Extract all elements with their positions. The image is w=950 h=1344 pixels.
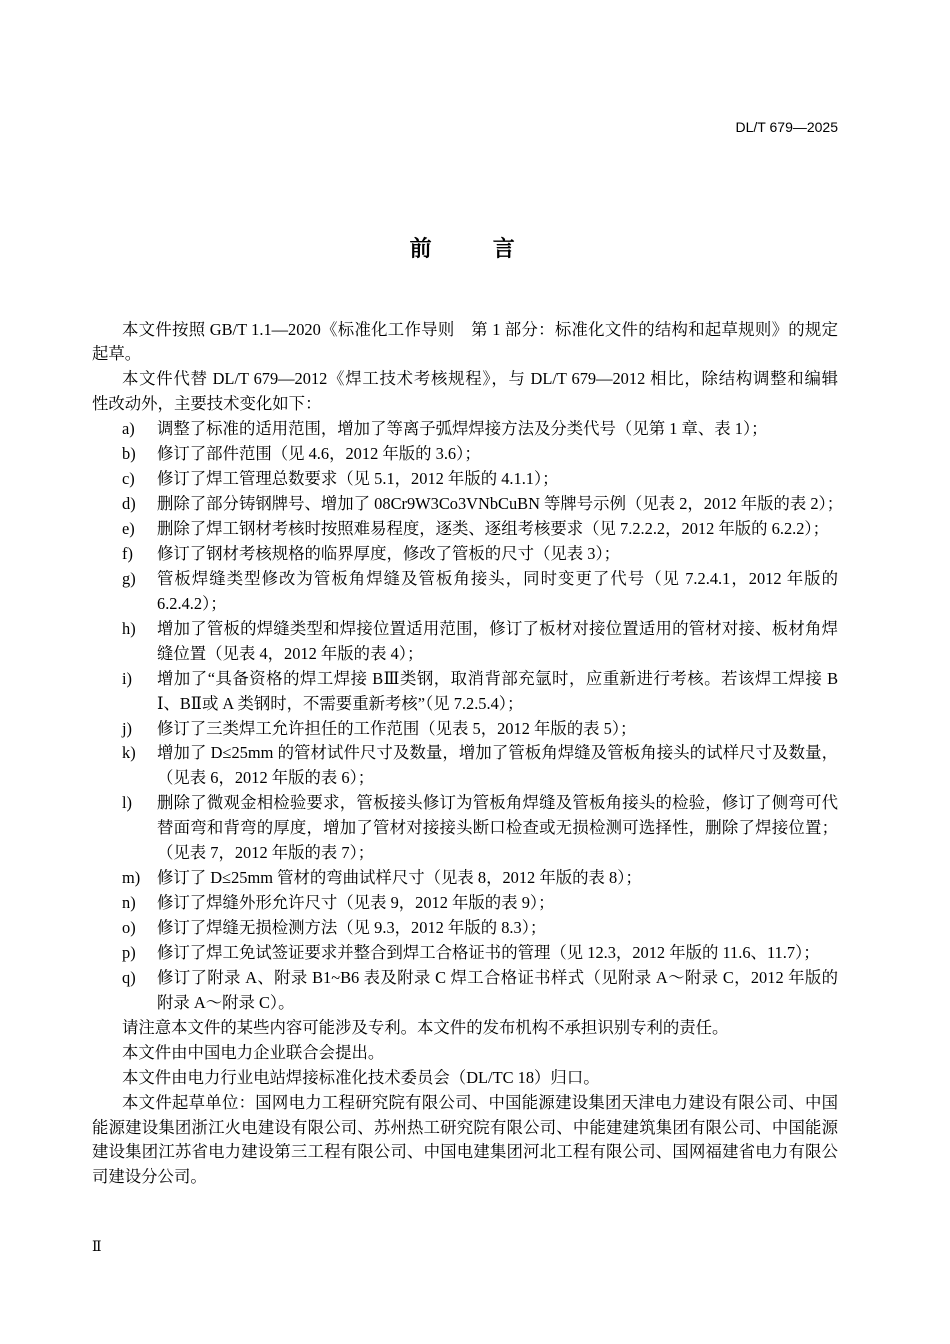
change-item-text <box>157 717 838 742</box>
change-list-item <box>92 667 838 717</box>
closing-paragraph <box>92 1041 838 1066</box>
change-item-text <box>157 667 838 717</box>
change-item-line: 删除了部分铸钢牌号、增加了 08Cr9W3Co3VNbCuBN 等牌号示例（见表 2，2012 年版的表 2）； <box>157 494 844 514</box>
change-item-text <box>157 741 838 791</box>
change-item-text <box>157 492 844 517</box>
change-item-text <box>157 417 838 442</box>
paragraph-line: 本文件按照 GB/T 1.1—2020《标准化工作导则 第 1 部分：标准化文件的结构和起草规则》的规定 <box>122 319 838 339</box>
closing-paragraph <box>92 1016 838 1041</box>
change-list-item <box>92 617 838 667</box>
change-item-line: 增加了“具备资格的焊工焊接 BⅢ类钢，取消背部充氩时，应重新进行考核。若该焊工焊接 B <box>157 668 838 688</box>
closing-paragraph <box>92 1091 838 1191</box>
change-list-item <box>92 567 838 617</box>
change-list-item <box>92 891 838 916</box>
change-item-line: 替面弯和背弯的厚度，增加了管材对接接头断口检查或无损检测可选择性，删除了焊接位置； <box>157 818 838 838</box>
change-list-item <box>92 417 838 442</box>
change-item-line: 附录 A～附录 C）。 <box>157 992 295 1012</box>
change-item-line: 管板焊缝类型修改为管板角焊缝及管板角接头，同时变更了代号（见 7.2.4.1，2012 年版的 <box>157 568 838 588</box>
paragraph-line: 本文件代替 DL/T 679—2012《焊工技术考核规程》，与 DL/T 679—2012 相比，除结构调整和编辑 <box>122 369 838 389</box>
change-list-item <box>92 966 838 1016</box>
change-item-label: l) <box>122 793 133 813</box>
change-list-item <box>92 941 838 966</box>
intro-paragraph <box>92 367 838 417</box>
change-list-item <box>92 467 838 492</box>
change-item-line: 增加了管板的焊缝类型和焊接位置适用范围，修订了板材对接位置适用的管材对接、板材角焊 <box>157 618 838 638</box>
change-list-item <box>92 717 838 742</box>
change-item-label: a) <box>122 419 135 439</box>
change-item-label: c) <box>122 469 135 489</box>
change-list-item <box>92 542 838 567</box>
change-item-label: m) <box>122 868 141 888</box>
change-item-label: i) <box>122 668 133 688</box>
change-item-line: 增加了 D≤25mm 的管材试件尺寸及数量，增加了管板角焊缝及管板角接头的试样尺寸及数量， <box>157 743 838 763</box>
change-item-line: 修订了三类焊工允许担任的工作范围（见表 5，2012 年版的表 5）； <box>157 718 637 738</box>
change-item-label: d) <box>122 494 136 514</box>
change-item-label: k) <box>122 743 136 763</box>
change-item-line: 缝位置（见表 4，2012 年版的表 4）； <box>157 643 424 663</box>
intro-paragraph <box>92 318 838 368</box>
change-item-text <box>157 791 838 866</box>
change-item-line: 修订了焊缝无损检测方法（见 9.3，2012 年版的 8.3）； <box>157 918 547 937</box>
change-item-label: q) <box>122 967 136 987</box>
foreword-body <box>92 318 844 1191</box>
paragraph-line: 性改动外，主要技术变化如下： <box>92 394 322 414</box>
change-item-text <box>157 467 838 492</box>
document-number-header: DL/T 679—2025 <box>735 119 838 135</box>
change-item-line: 修订了部件范围（见 4.6，2012 年版的 3.6）； <box>157 444 481 464</box>
change-item-line: （见表 6，2012 年版的表 6）； <box>157 768 375 788</box>
change-item-label: e) <box>122 519 135 538</box>
change-item-text <box>157 442 838 467</box>
change-item-text <box>157 517 838 542</box>
change-item-line: （见表 7，2012 年版的表 7）； <box>157 843 375 863</box>
change-item-text <box>157 966 838 1016</box>
change-list-item <box>92 741 838 791</box>
change-item-line: 修订了附录 A、附录 B1~B6 表及附录 C 焊工合格证书样式（见附录 A～附录 C，2012 年版的 <box>157 967 838 987</box>
change-item-label: j) <box>122 718 133 738</box>
change-item-label: b) <box>122 444 136 464</box>
paragraph-line: 建设集团江苏省电力建设第三工程有限公司、中国电建集团河北工程有限公司、国网福建省电力有限公 <box>92 1142 838 1162</box>
paragraph-line: 能源建设集团浙江火电建设有限公司、苏州热工研究院有限公司、中能建建筑集团有限公司、中国能源 <box>92 1117 838 1137</box>
change-item-line: 删除了焊工钢材考核时按照难易程度，逐类、逐组考核要求（见 7.2.2.2，2012 年版的 6.2.2）； <box>157 519 830 538</box>
change-item-text <box>157 866 838 891</box>
change-item-text <box>157 542 838 567</box>
change-item-line: 修订了钢材考核规格的临界厚度，修改了管板的尺寸（见表 3）； <box>157 543 621 563</box>
change-item-line: 6.2.4.2）； <box>157 593 227 613</box>
paragraph-line: 请注意本文件的某些内容可能涉及专利。本文件的发布机构不承担识别专利的责任。 <box>122 1017 729 1037</box>
change-list-item <box>92 916 838 941</box>
page-number: Ⅱ <box>92 1240 102 1255</box>
change-item-text <box>157 941 838 966</box>
change-item-label: f) <box>122 543 133 563</box>
paragraph-line: 司建设分公司。 <box>92 1167 207 1187</box>
change-item-line: 调整了标准的适用范围，增加了等离子弧焊焊接方法及分类代号（见第 1 章、表 1）； <box>157 419 768 439</box>
paragraph-line: 本文件由中国电力企业联合会提出。 <box>122 1042 385 1062</box>
change-item-text <box>157 891 838 916</box>
change-list-item <box>92 517 838 542</box>
change-item-label: p) <box>122 942 136 962</box>
change-item-line: 修订了焊工管理总数要求（见 5.1，2012 年版的 4.1.1）； <box>157 469 559 489</box>
change-item-line: 修订了 D≤25mm 管材的弯曲试样尺寸（见表 8，2012 年版的表 8）； <box>157 868 642 888</box>
change-item-label: h) <box>122 618 136 638</box>
change-item-text <box>157 617 838 667</box>
change-item-text <box>157 916 838 941</box>
paragraph-line: 本文件由电力行业电站焊接标准化技术委员会（DL/TC 18）归口。 <box>122 1067 600 1087</box>
change-item-text <box>157 567 838 617</box>
change-list-item <box>92 866 838 891</box>
change-item-label: n) <box>122 893 136 913</box>
paragraph-line: 起草。 <box>92 344 142 364</box>
change-item-label: g) <box>122 568 136 588</box>
change-item-line: 修订了焊缝外形允许尺寸（见表 9，2012 年版的表 9）； <box>157 893 555 913</box>
change-item-line: 删除了微观金相检验要求，管板接头修订为管板角焊缝及管板角接头的检验，修订了侧弯可代 <box>157 793 838 813</box>
paragraph-line: 本文件起草单位：国网电力工程研究院有限公司、中国能源建设集团天津电力建设有限公司、中国 <box>122 1092 838 1112</box>
change-list-item <box>92 442 838 467</box>
change-item-line: Ⅰ、BⅡ或 A 类钢时，不需要重新考核”（见 7.2.5.4）； <box>157 693 524 713</box>
change-list-item <box>92 492 844 517</box>
change-list-item <box>92 791 838 866</box>
change-item-line: 修订了焊工免试签证要求并整合到焊工合格证书的管理（见 12.3，2012 年版的 11.6、11.7）； <box>157 942 820 962</box>
page-title: 前 言 <box>409 237 521 262</box>
change-item-label: o) <box>122 918 136 937</box>
closing-paragraph <box>92 1066 838 1091</box>
